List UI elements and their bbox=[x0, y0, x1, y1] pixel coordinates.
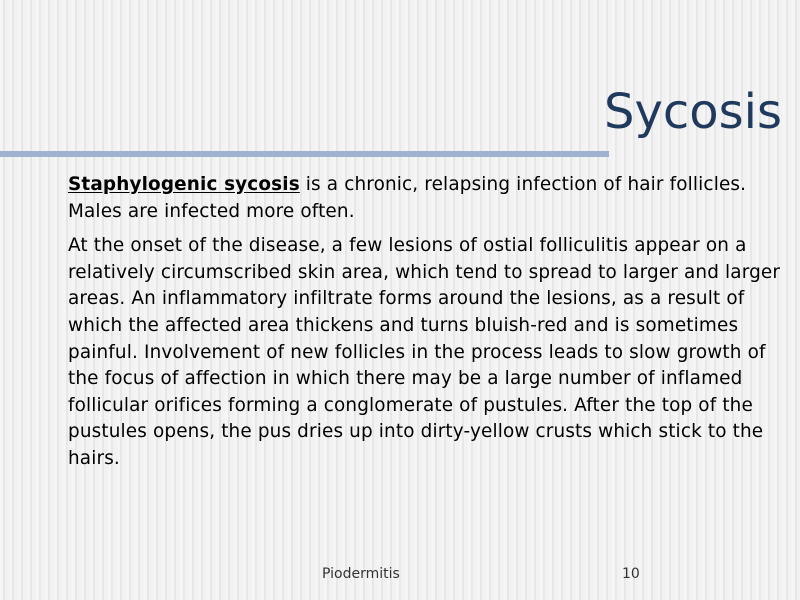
paragraph-description: At the onset of the disease, a few lesions of ostial folliculitis appear on a relatively circumscribed skin area, which tend to spread to larger and larger areas. An inflammatory infiltrate forms around the lesions, as a result of which the affected area thickens and turns bluish-red and is sometimes painful. Involvement of new follicles in the process leads to slow growth of the focus of affection in which there may be a large number of inflamed follicular orifices forming a conglomerate of pustules. After the top of the pustules opens, the pus dries up into dirty-yellow crusts which stick to the hairs. bbox=[68, 235, 781, 469]
paragraph-definition bbox=[68, 172, 788, 225]
title-divider bbox=[0, 151, 609, 157]
definition-term: Staphylogenic sycosis bbox=[68, 174, 300, 195]
slide-body bbox=[68, 172, 788, 481]
slide-title: Sycosis bbox=[604, 84, 782, 140]
footer-label: Piodermitis bbox=[322, 566, 400, 582]
page-number: 10 bbox=[622, 566, 640, 582]
definition-text: is a chronic, relapsing infection of hair follicles. Males are infected more often. bbox=[68, 174, 747, 222]
